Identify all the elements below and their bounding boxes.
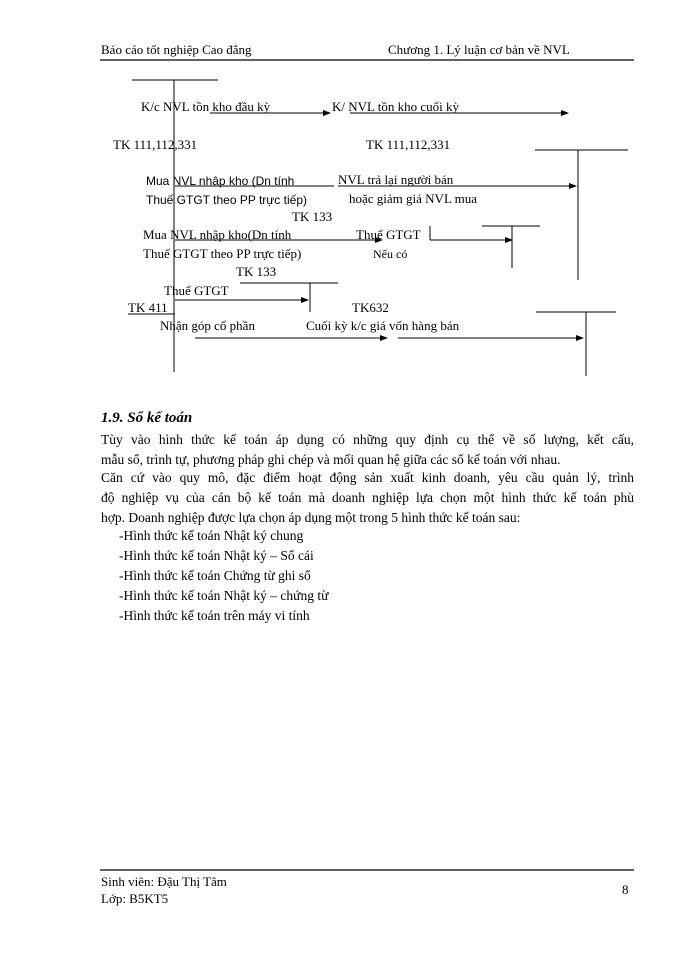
list-item: -Hình thức kế toán Nhật ký chung (119, 528, 304, 543)
label-mua-nvl-2: Mua NVL nhập kho(Dn tính (143, 227, 292, 242)
footer-class: Lớp: B5KT5 (101, 891, 169, 906)
label-neu-co: Nếu có (373, 247, 408, 261)
label-kc-cuoi-ky: K/ NVL tồn kho cuối kỳ (332, 99, 459, 114)
paragraph-1-line: Tùy vào hình thức kế toán áp dụng có những quy định cụ thể về số lượng, kết cấu, (101, 432, 634, 447)
paragraph-1 (101, 430, 634, 470)
footer-student: Sinh viên: Đậu Thị Tâm (101, 874, 227, 889)
label-nhan-gop: Nhận góp cổ phần (160, 318, 255, 333)
label-thue-gtgt-right: Thuế GTGT (356, 227, 421, 242)
label-mua-nvl-1: Mua NVL nhập kho (Dn tính (146, 174, 295, 188)
label-tk111-right: TK 111,112,331 (366, 137, 451, 152)
label-giam-gia: hoặc giảm giá NVL mua (349, 191, 478, 206)
section-title: 1.9. Sổ kế toán (101, 410, 193, 426)
paragraph-2 (101, 468, 634, 528)
page-number: 8 (622, 882, 629, 897)
list-item: -Hình thức kế toán Nhật ký – Sổ cái (119, 548, 314, 563)
label-tk133-b: TK 133 (236, 264, 277, 279)
label-tk632: TK632 (352, 300, 389, 315)
label-thue-gtgt-2: Thuế GTGT theo PP trực tiếp) (143, 246, 302, 261)
label-kc-dau-ky: K/c NVL tồn kho đầu kỳ (141, 99, 271, 114)
list-item: -Hình thức kế toán Chứng từ ghi sổ (119, 568, 311, 583)
list-ke-toan (119, 526, 634, 626)
label-tk133-a: TK 133 (292, 209, 333, 224)
header-left: Báo cáo tốt nghiệp Cao đẳng (101, 42, 252, 57)
paragraph-2-line: hợp. Doanh nghiệp được lựa chọn áp dụng một trong 5 hình thức kế toán sau: (101, 510, 521, 525)
list-item: -Hình thức kế toán trên máy vi tính (119, 608, 310, 623)
paragraph-1-line: mẫu sổ, trình tự, phương pháp ghi chép và mối quan hệ giữa các sổ kế toán với nhau. (101, 452, 561, 467)
paragraph-2-line: độ nghiệp vụ của cán bộ kế toán mà doanh nghiệp lựa chọn một hình thức kế toán phù (101, 490, 634, 505)
header-right: Chương 1. Lý luận cơ bản về NVL (388, 42, 570, 57)
label-tk411: TK 411 (128, 300, 168, 315)
label-thue-gtgt-1: Thuế GTGT theo PP trực tiếp) (146, 193, 307, 207)
label-tk111-left: TK 111,112,331 (113, 137, 198, 152)
paragraph-2-line: Căn cứ vào quy mô, đặc điểm hoạt động sản xuất kinh doanh, yêu cầu quản lý, trình (101, 470, 634, 485)
label-cuoi-ky: Cuối kỳ k/c giá vốn hàng bán (306, 318, 460, 333)
label-nvl-tra-lai: NVL trả lại người bán (338, 172, 454, 187)
list-item: -Hình thức kế toán Nhật ký – chứng từ (119, 588, 329, 603)
label-thue-gtgt-3: Thuế GTGT (164, 283, 229, 298)
